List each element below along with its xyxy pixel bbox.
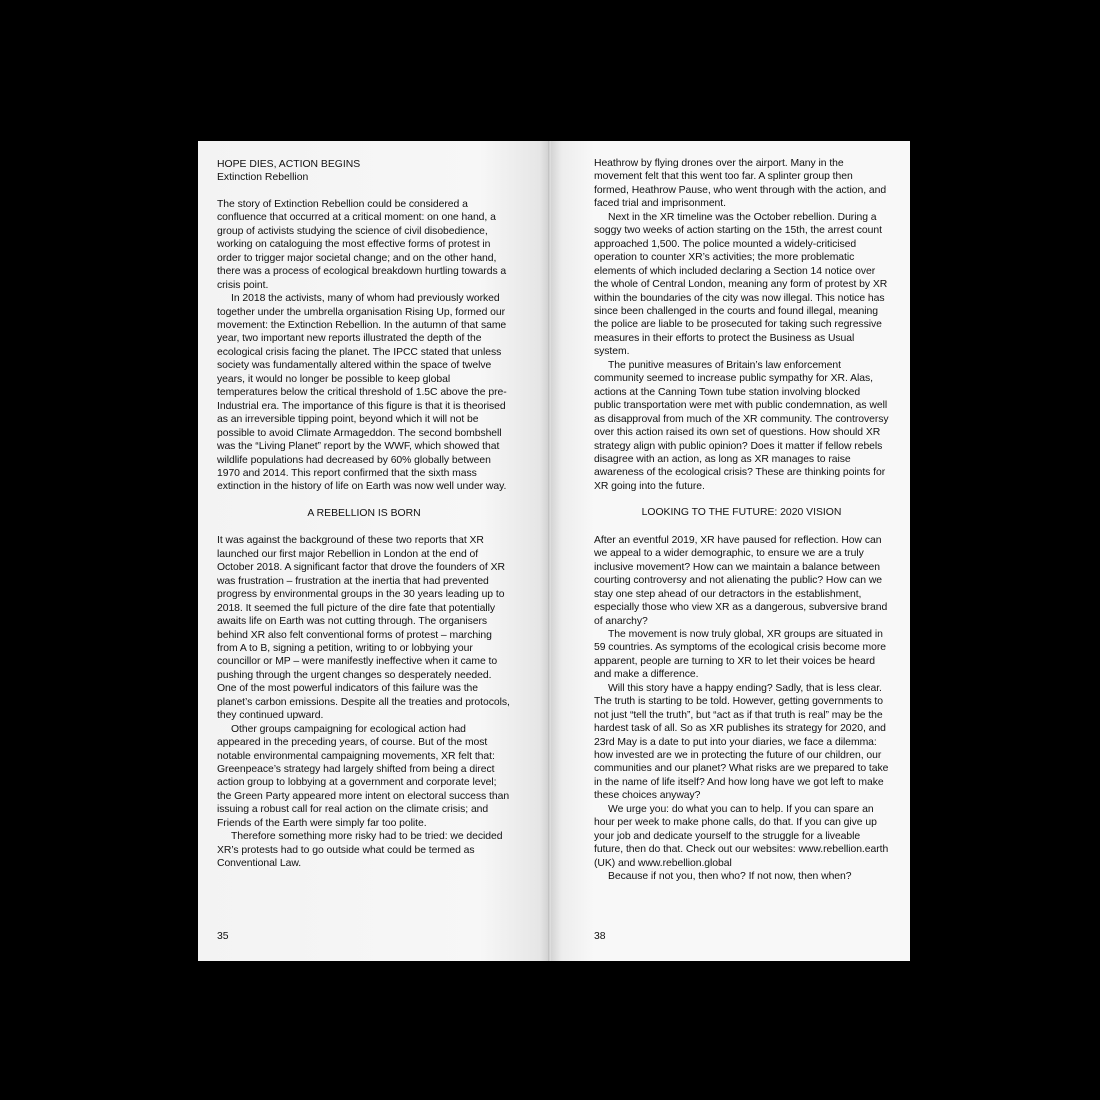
right-page — [551, 141, 910, 961]
page-number: 35 — [217, 930, 229, 942]
paragraph: Next in the XR timeline was the October rebellion. During a soggy two weeks of action starting on the 15th, the arrest count approached 1,500. The police mounted a widely-criticised operation to counter XR’s activities; the more problematic elements of which included declaring a Section 14 notice over the whole of Central London, meaning any form of protest by XR within the boundaries of the city was now illegal. This notice has since been challenged in the courts and found illegal, meaning the police are liable to be prosecuted for taking such regressive measures in their efforts to protect the Business as Usual system. — [594, 211, 888, 358]
paragraph: It was against the background of these two reports that XR launched our first major Rebellion in London at the end of October 2018. A significant factor that drove the founders of XR was frustration – frustration at the inertia that had prevented progress by environmental groups in the 30 years leading up to 2018. It seemed the full picture of the dire fate that potentially awaits life on Earth was not cutting through. The organisers behind XR also felt conventional forms of protest – marching from A to B, signing a petition, writing to or lobbying your councillor or MP – were manifestly ineffective when it came to pushing through the urgent changes so desperately needed. One of the most powerful indicators of this failure was the planet’s carbon emissions. Despite all the treaties and protocols, they continued upward. — [217, 535, 510, 722]
running-head: HOPE DIES, ACTION BEGINS — [217, 159, 361, 170]
running-subhead: Extinction Rebellion — [217, 172, 309, 184]
paragraph: Other groups campaigning for ecological action had appeared in the preceding years, of course. But of the most notable environmental campaigning movements, XR felt that: Greenpeace’s strategy had largely shifted from being a direct action group to lobbying at a government and corporate level; the Green Party appeared more intent on electoral success than issuing a robust call for real action on the climate crisis; and Friends of the Earth were simply far too polite. — [217, 723, 510, 829]
section-heading: LOOKING TO THE FUTURE: 2020 VISION — [641, 507, 842, 519]
paragraph: The punitive measures of Britain’s law enforcement community seemed to increase public sympathy for XR. Alas, actions at the Canning Town tube station involving blocked public transportation were met with public condemnation, as well as disapproval from much of the XR community. The controversy over this action raised its own set of questions. How should XR strategy align with public opinion? Does it matter if fellow rebels disagree with an action, as long as XR manages to raise awareness of the ecological crisis? These are thinking points for XR going into the future. — [594, 359, 889, 492]
paragraph: Will this story have a happy ending? Sadly, that is less clear. The truth is starting to be told. However, getting governments to not just “tell the truth”, but “act as if that truth is real” may be the hardest task of all. So as XR publishes its strategy for 2020, and 23rd May is a date to put into your diaries, we face a dilemma: how invested are we in protecting the future of our children, our communities and our planet? What risks are we prepared to take in the name of life itself? And how long have we got left to make these choices anyway? — [594, 682, 889, 802]
paragraph: We urge you: do what you can to help. If you can spare an hour per week to make phone calls, do that. If you can give up your job and dedicate yourself to the struggle for a liveable future, then do that. Check out our websites: www.rebellion.earth (UK) and www.rebellion.global — [594, 803, 889, 869]
page-number: 38 — [594, 930, 606, 942]
left-page — [198, 141, 550, 961]
paragraph: After an eventful 2019, XR have paused for reflection. How can we appeal to a wider demographic, to ensure we are a truly inclusive movement? How can we maintain a balance between courting controversy and not alienating the public? How can we stay one step ahead of our detractors in the establishment, especially those who view XR as a dangerous, subversive brand of anarchy? — [594, 534, 888, 627]
paragraph: The movement is now truly global, XR groups are situated in 59 countries. As symptoms of the ecological crisis become more apparent, people are turning to XR to let their voices be heard and make a difference. — [594, 628, 887, 681]
paragraph: Because if not you, then who? If not now, then when? — [608, 871, 852, 883]
section-heading: A REBELLION IS BORN — [307, 507, 421, 519]
paragraph: Heathrow by flying drones over the airport. Many in the movement felt that this went too far. A splinter group then formed, Heathrow Pause, who went through with the action, and faced trial and imprisonment. — [594, 158, 887, 210]
paragraph: The story of Extinction Rebellion could be considered a confluence that occurred at a critical moment: on one hand, a group of activists studying the science of civil disobedience, working on cataloguing the most effective forms of protest in order to trigger major societal change; and on the other hand, there was a process of ecological breakdown hurtling towards a crisis point. — [217, 198, 507, 291]
paragraph: Therefore something more risky had to be tried: we decided XR’s protests had to go outside what could be termed as Conventional Law. — [217, 831, 503, 870]
paragraph: In 2018 the activists, many of whom had previously worked together under the umbrella organisation Rising Up, formed our movement: the Extinction Rebellion. In the autumn of that same year, two important new reports illustrated the depth of the ecological crisis facing the planet. The IPCC stated that unless society was fundamentally altered within the space of twelve years, it would no longer be possible to keep global temperatures below the critical threshold of 1.5C above the pre-Industrial era. The importance of this figure is that it is theorised as an irreversible tipping point, beyond which it will not be possible to avoid Climate Armageddon. The second bombshell was the “Living Planet” report by the WWF, which showed that wildlife populations had decreased by 60% globally between 1970 and 2014. This report confirmed that the sixth mass extinction in the history of life on Earth was now well under way. — [217, 293, 507, 493]
